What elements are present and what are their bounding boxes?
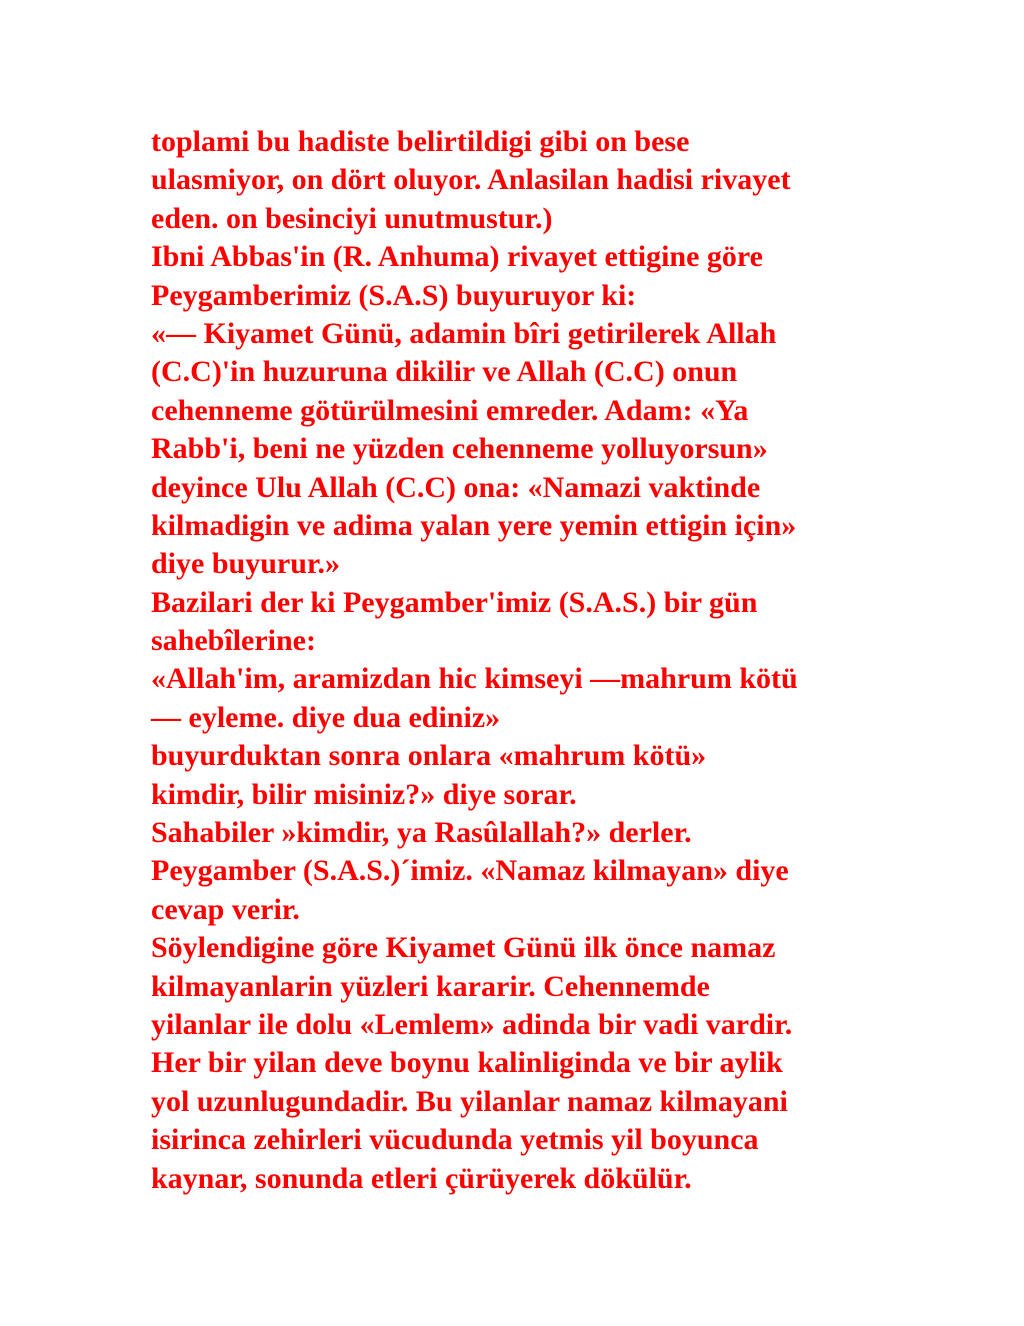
text-line: kaynar, sonunda etleri çürüyerek dökülür.	[151, 1161, 692, 1195]
text-line: Bazilari der ki Peygamber'imiz (S.A.S.) bir gün	[151, 585, 758, 619]
text-line: deyince Ulu Allah (C.C) ona: «Namazi vaktinde	[151, 470, 761, 504]
text-line: «— Kiyamet Günü, adamin bîri getirilerek Allah	[151, 316, 777, 350]
text-line: toplami bu hadiste belirtildigi gibi on bese	[151, 125, 690, 158]
text-line: diye buyurur.»	[151, 547, 340, 581]
text-line: yol uzunlugundadir. Bu yilanlar namaz kilmayani	[151, 1084, 788, 1118]
text-line: cevap verir.	[151, 892, 300, 926]
body-text	[151, 123, 911, 1198]
text-line: kilmayanlarin yüzleri kararir. Cehennemde	[151, 969, 710, 1003]
text-line: buyurduktan sonra onlara «mahrum kötü»	[151, 739, 707, 773]
text-line: cehenneme götürülmesini emreder. Adam: «Ya	[151, 393, 749, 427]
text-line: sahebîlerine:	[151, 624, 316, 658]
text-line: Sahabiler »kimdir, ya Rasûlallah?» derler.	[151, 816, 692, 850]
text-line: yilanlar ile dolu «Lemlem» adinda bir vadi vardir.	[151, 1007, 793, 1041]
text-line: kilmadigin ve adima yalan yere yemin ettigin için»	[151, 508, 797, 542]
text-line: Söylendigine göre Kiyamet Günü ilk önce namaz	[151, 931, 776, 965]
text-line: Ibni Abbas'in (R. Anhuma) rivayet ettigine göre	[151, 240, 763, 274]
text-line: Peygamberimiz (S.A.S) buyuruyor ki:	[151, 278, 637, 312]
text-line: (C.C)'in huzuruna dikilir ve Allah (C.C) onun	[151, 355, 738, 389]
text-line: eden. on besinciyi unutmustur.)	[151, 201, 553, 235]
text-line: isirinca zehirleri vücudunda yetmis yil boyunca	[151, 1123, 759, 1157]
text-line: kimdir, bilir misiniz?» diye sorar.	[151, 777, 577, 811]
text-line: Rabb'i, beni ne yüzden cehenneme yolluyorsun»	[151, 432, 768, 466]
text-line: — eyleme. diye dua ediniz»	[151, 700, 501, 734]
text-line: Peygamber (S.A.S.)´imiz. «Namaz kilmayan» diye	[151, 854, 789, 888]
text-line: Her bir yilan deve boynu kalinliginda ve bir aylik	[151, 1046, 783, 1080]
text-line: ulasmiyor, on dört oluyor. Anlasilan hadisi rivayet	[151, 163, 791, 197]
text-line: «Allah'im, aramizdan hic kimseyi —mahrum kötü	[151, 662, 798, 696]
